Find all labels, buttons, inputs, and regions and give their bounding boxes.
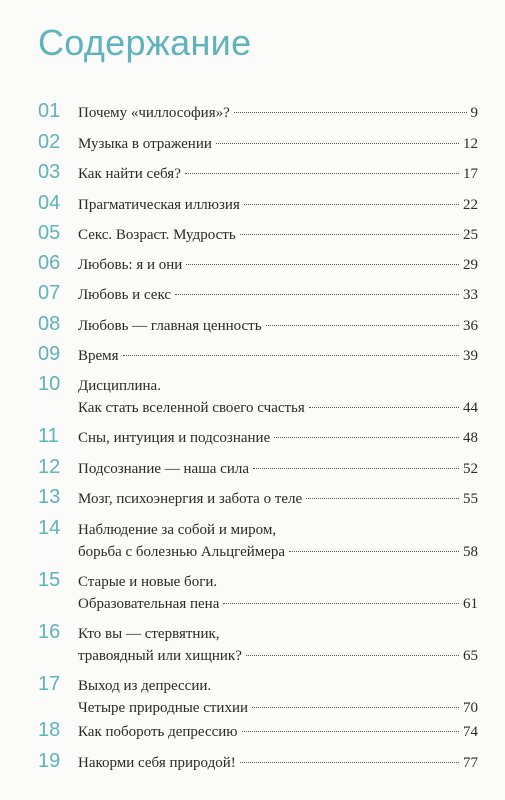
- chapter-title-line: Четыре природные стихии: [78, 700, 249, 716]
- chapter-number: 11: [38, 425, 59, 447]
- page-number: 9: [470, 105, 478, 121]
- chapter-title-line: Любовь и секс: [78, 287, 172, 303]
- chapter-title: [78, 488, 478, 510]
- chapter-title-line: Время: [78, 348, 119, 364]
- dot-leader: [274, 437, 459, 438]
- chapter-title: [78, 254, 478, 276]
- dot-leader: [123, 355, 459, 356]
- dot-leader: [223, 603, 459, 604]
- chapter-title: [78, 427, 478, 449]
- chapter-number: 16: [38, 621, 61, 643]
- chapter-title: [78, 571, 478, 615]
- page-number: 65: [463, 648, 478, 664]
- chapter-title-line: Образовательная пена: [78, 596, 220, 612]
- chapter-number: 08: [38, 313, 61, 335]
- chapter-number: 15: [38, 569, 61, 591]
- chapter-title: [78, 721, 478, 743]
- dot-leader: [240, 234, 459, 235]
- chapter-title-line: Любовь: я и они: [78, 257, 183, 273]
- chapter-title: [78, 623, 478, 667]
- page-number: 61: [463, 596, 478, 612]
- dot-leader: [242, 731, 459, 732]
- page-number: 74: [463, 724, 478, 740]
- chapter-title: [78, 752, 478, 774]
- page-number: 70: [463, 700, 478, 716]
- chapter-number: 02: [38, 131, 61, 153]
- page-title: Содержание: [38, 22, 252, 63]
- chapter-title: [78, 375, 478, 419]
- chapter-title-line: Секс. Возраст. Мудрость: [78, 227, 236, 243]
- page-number: 22: [463, 197, 478, 213]
- dot-leader: [185, 173, 459, 174]
- dot-leader: [253, 468, 459, 469]
- chapter-title-line: Почему «чиллософия»?: [78, 105, 230, 121]
- page-number: 33: [463, 287, 478, 303]
- chapter-title: [78, 133, 478, 155]
- chapter-number: 12: [38, 456, 61, 478]
- page-number: 44: [463, 400, 478, 416]
- chapter-title-line: борьба с болезнью Альцгеймера: [78, 544, 286, 560]
- chapter-title-line: Кто вы — стервятник,: [78, 626, 220, 642]
- chapter-number: 13: [38, 486, 61, 508]
- chapter-title-line: Накорми себя природой!: [78, 755, 236, 771]
- chapter-title: [78, 102, 478, 124]
- chapter-title-line: Как побороть депрессию: [78, 724, 238, 740]
- chapter-number: 14: [38, 517, 61, 539]
- chapter-title-line: Сны, интуиция и подсознание: [78, 430, 271, 446]
- chapter-title-line: Как найти себя?: [78, 166, 181, 182]
- chapter-title: [78, 284, 478, 306]
- chapter-title-line: травоядный или хищник?: [78, 648, 242, 664]
- chapter-number: 05: [38, 222, 61, 244]
- chapter-title: [78, 458, 478, 480]
- page-number: 39: [463, 348, 478, 364]
- chapter-number: 04: [38, 192, 61, 214]
- page-number: 17: [463, 166, 478, 182]
- chapter-title-line: Мозг, психоэнергия и забота о теле: [78, 491, 303, 507]
- chapter-title: [78, 519, 478, 563]
- dot-leader: [186, 264, 459, 265]
- dot-leader: [252, 707, 459, 708]
- chapter-title: [78, 675, 478, 719]
- chapter-title-line: Подсознание — наша сила: [78, 461, 249, 477]
- page-number: 55: [463, 491, 478, 507]
- chapter-title-line: Выход из депрессии.: [78, 678, 212, 694]
- dot-leader: [175, 294, 459, 295]
- chapter-title-line: Дисциплина.: [78, 378, 161, 394]
- dot-leader: [216, 143, 459, 144]
- chapter-number: 03: [38, 161, 61, 183]
- chapter-number: 10: [38, 373, 61, 395]
- dot-leader: [240, 762, 459, 763]
- page-number: 29: [463, 257, 478, 273]
- chapter-number: 18: [38, 719, 61, 741]
- page-number: 25: [463, 227, 478, 243]
- page-number: 77: [463, 755, 478, 771]
- dot-leader: [234, 112, 467, 113]
- chapter-title-line: Старые и новые боги.: [78, 574, 218, 590]
- chapter-number: 06: [38, 252, 61, 274]
- dot-leader: [246, 655, 459, 656]
- dot-leader: [289, 551, 459, 552]
- dot-leader: [309, 407, 459, 408]
- chapter-number: 09: [38, 343, 61, 365]
- page-number: 52: [463, 461, 478, 477]
- page-number: 36: [463, 318, 478, 334]
- page-number: 48: [463, 430, 478, 446]
- dot-leader: [306, 498, 459, 499]
- chapter-title: [78, 163, 478, 185]
- page-number: 12: [463, 136, 478, 152]
- chapter-title: [78, 345, 478, 367]
- chapter-number: 01: [38, 100, 61, 122]
- chapter-title-line: Любовь — главная ценность: [78, 318, 262, 334]
- chapter-title: [78, 224, 478, 246]
- dot-leader: [244, 204, 459, 205]
- chapter-title-line: Музыка в отражении: [78, 136, 212, 152]
- chapter-title-line: Наблюдение за собой и миром,: [78, 522, 277, 538]
- chapter-title: [78, 194, 478, 216]
- page-number: 58: [463, 544, 478, 560]
- chapter-number: 19: [38, 750, 61, 772]
- chapter-title-line: Прагматическая иллюзия: [78, 197, 240, 213]
- chapter-number: 17: [38, 673, 61, 695]
- chapter-title-line: Как стать вселенной своего счастья: [78, 400, 305, 416]
- chapter-title: [78, 315, 478, 337]
- chapter-number: 07: [38, 282, 61, 304]
- dot-leader: [266, 325, 459, 326]
